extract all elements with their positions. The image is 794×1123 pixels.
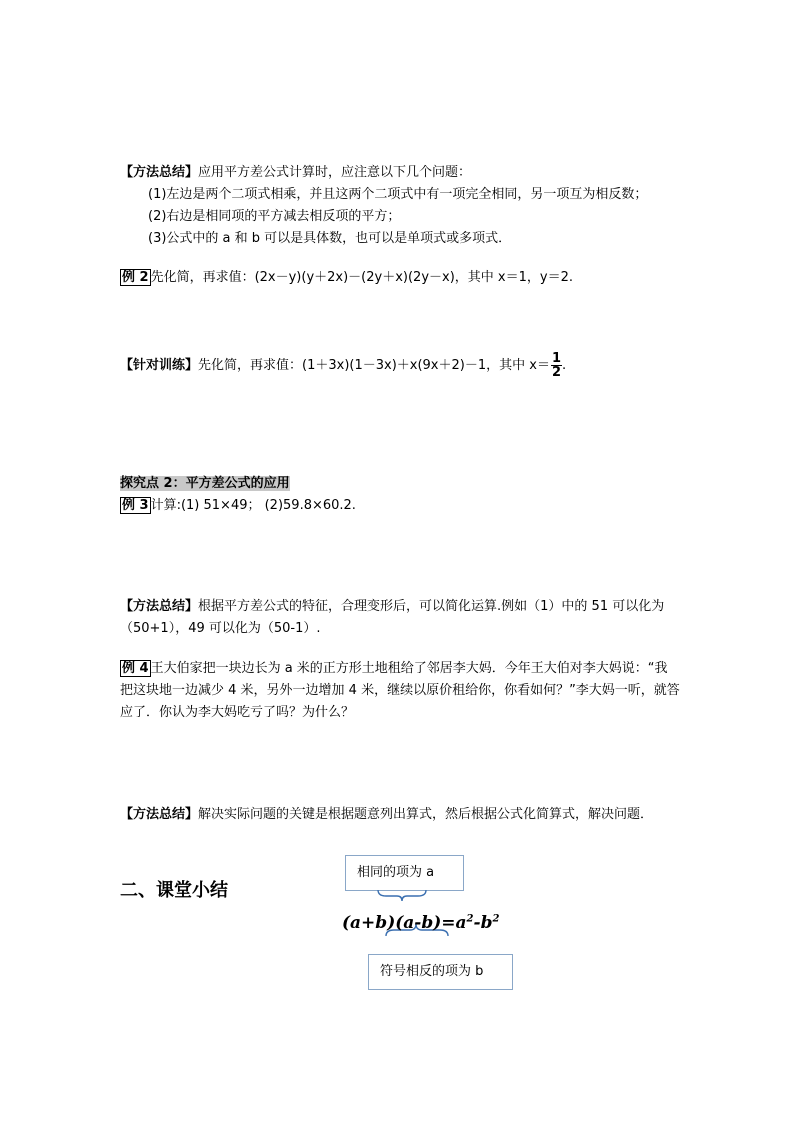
example-4 (120, 658, 680, 724)
method-summary-2 (120, 596, 680, 640)
formula-exponent-1: 2 (466, 913, 474, 925)
same-term-box: 相同的项为 a (345, 855, 464, 891)
method-summary-2-text: 根据平方差公式的特征，合理变形后，可以简化运算.例如（1）中的 51 可以化为（50+1），49 可以化为（50-1）. (120, 599, 665, 636)
method-summary-tag: 【方法总结】 (120, 165, 199, 180)
method-point-1: (1)左边是两个二项式相乘，并且这两个二项式中有一项完全相同，另一项互为相反数； (148, 187, 648, 202)
training-text: 先化简，再求值：(1＋3x)(1－3x)＋x(9x＋2)－1，其中 x＝ (198, 358, 550, 373)
method-point-2: (2)右边是相同项的平方减去相反项的平方； (148, 209, 401, 224)
example-2 (120, 266, 573, 285)
method-summary-3 (120, 804, 680, 826)
fraction-one-half (551, 352, 562, 379)
example-2-label: 例 2 (122, 270, 149, 285)
explore-point-2-label: 探究点 2：平方差公式的应用 (120, 476, 290, 491)
example-3 (120, 494, 356, 513)
method-summary-intro: 应用平方差公式计算时，应注意以下几个问题： (198, 165, 472, 180)
method-summary-tag: 【方法总结】 (120, 807, 199, 822)
training-tag: 【针对训练】 (120, 358, 199, 373)
example-3-text: 计算:(1) 51×49； (2)59.8×60.2. (150, 498, 356, 513)
method-point-3: (3)公式中的 a 和 b 可以是具体数，也可以是单项式或多项式． (148, 231, 512, 246)
fraction-numerator: 1 (551, 351, 561, 366)
formula-left: (a+b)(a-b)=a (342, 913, 467, 933)
opposite-term-box: 符号相反的项为 b (368, 954, 513, 990)
explore-point-2 (120, 472, 290, 491)
formula-exponent-2: 2 (492, 913, 500, 925)
training-end: . (562, 358, 567, 373)
example-4-text: 王大伯家把一块边长为 a 米的正方形土地租给了邻居李大妈．今年王大伯对李大妈说：“我把这块地一边减少 4 米，另外一边增加 4 米，继续以原价租给你，你看如何？”李大妈一听，就答应了．你认为李大妈吃亏了吗？为什么？ (120, 661, 680, 720)
method-summary-tag: 【方法总结】 (120, 599, 199, 614)
method-summary-1-line (120, 161, 471, 180)
example-3-label: 例 3 (122, 498, 149, 513)
top-brace (378, 890, 426, 901)
example-2-text: 先化简，再求值：(2x－y)(y＋2x)－(2y＋x)(2y－x)，其中 x＝1，y＝2. (150, 270, 573, 285)
fraction-denominator: 2 (551, 365, 561, 380)
difference-of-squares-formula (342, 913, 499, 933)
class-summary-heading: 二、课堂小结 (120, 880, 228, 901)
formula-mid: -b (473, 913, 493, 933)
targeted-training (120, 352, 566, 379)
method-summary-3-text: 解决实际问题的关键是根据题意列出算式，然后根据公式化简算式，解决问题． (198, 807, 654, 822)
example-4-label: 例 4 (122, 661, 149, 676)
